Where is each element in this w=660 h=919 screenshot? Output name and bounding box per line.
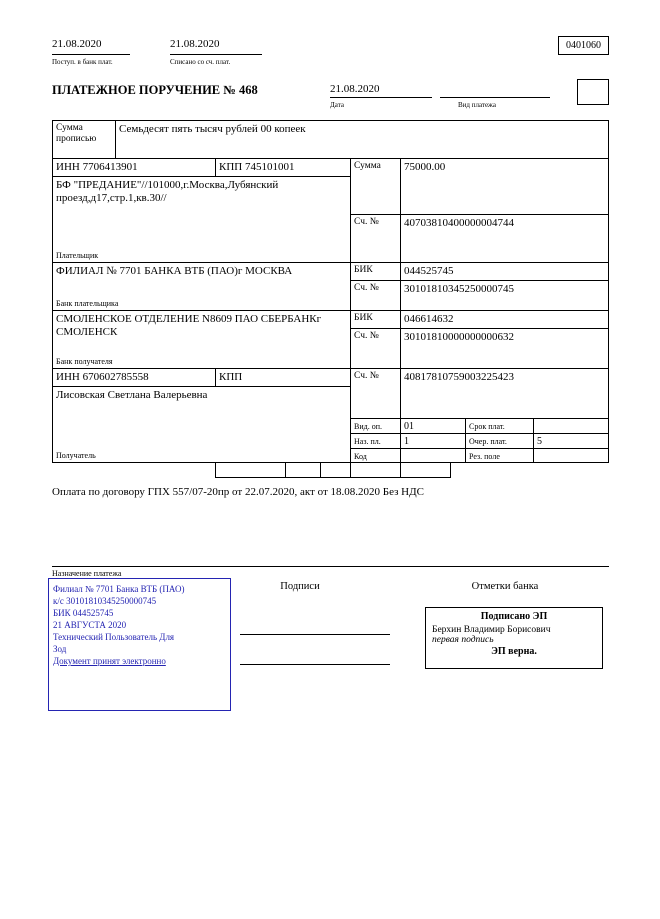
- payee-section-label: Получатель: [56, 451, 96, 460]
- received-date-underline: [52, 54, 130, 55]
- code-label-cell: Код: [350, 448, 401, 463]
- payee-account-label-cell: Сч. №: [350, 368, 401, 419]
- payer-bank-bik-value-cell: 044525745: [400, 262, 609, 281]
- payer-account-value-cell: 40703810400000004744: [400, 214, 609, 263]
- electronic-signature-box: [425, 607, 603, 669]
- payer-bank-name-cell: [52, 262, 351, 311]
- amount-in-words-label-cell: Сумма прописью: [52, 120, 116, 159]
- payer-account-label-cell: Сч. №: [350, 214, 401, 263]
- payment-kind-label: Вид платежа: [458, 101, 497, 109]
- sum-value-cell: 75000.00: [400, 158, 609, 215]
- document-date: 21.08.2020: [330, 83, 380, 95]
- payment-purpose-code-value-cell: 1: [400, 433, 466, 449]
- received-in-bank-date: 21.08.2020: [52, 38, 102, 50]
- stamp-bik: БИК 044525745: [53, 608, 114, 618]
- reserve-field-value-cell: [533, 448, 609, 463]
- payer-bank-name: ФИЛИАЛ № 7701 БАНКА ВТБ (ПАО)г МОСКВА: [56, 265, 293, 277]
- reserve-field-label-cell: Рез. поле: [465, 448, 534, 463]
- bank-marks-header: Отметки банка: [471, 581, 539, 592]
- payer-bank-section-label: Банк плательщика: [56, 299, 119, 308]
- stamp-operator-line1: Технический Пользователь Для: [53, 632, 175, 642]
- payee-account-value-cell: 40817810759003225423: [400, 368, 609, 419]
- debited-date-underline: [170, 54, 262, 55]
- payment-purpose-code-label-cell: Наз. пл.: [350, 433, 401, 449]
- payee-kpp-cell: КПП: [215, 368, 351, 387]
- payment-purpose-label: Назначение платежа: [52, 569, 122, 578]
- signatures-header: Подписи: [280, 581, 320, 592]
- esign-verified-text: ЭП верна.: [491, 646, 537, 657]
- footer-grid-cell-4: [350, 462, 401, 478]
- payee-bank-section-label: Банк получателя: [56, 357, 113, 366]
- payee-bank-account-label-cell: Сч. №: [350, 328, 401, 369]
- sum-label-cell: Сумма: [350, 158, 401, 215]
- operation-type-label-cell: Вид. оп.: [350, 418, 401, 434]
- payment-purpose-text: Оплата по договору ГПХ 557/07-20пр от 22.07.2020, акт от 18.08.2020 Без НДС: [52, 486, 424, 498]
- document-date-underline: [330, 97, 432, 98]
- stamp-operator-line2: Зод: [53, 644, 67, 654]
- payment-kind-box: [577, 79, 609, 105]
- form-code-box: 0401060: [558, 36, 609, 55]
- signature-line-2: [240, 664, 390, 665]
- payment-priority-value-cell: 5: [533, 433, 609, 449]
- stamp-date: 21 АВГУСТА 2020: [53, 620, 127, 630]
- payer-inn-cell: ИНН 7706413901: [52, 158, 216, 177]
- payment-priority-label-cell: Очер. плат.: [465, 433, 534, 449]
- payee-name: Лисовская Светлана Валерьевна: [56, 389, 208, 401]
- payee-bank-bik-value-cell: 046614632: [400, 310, 609, 329]
- payee-bank-name-cell: [52, 310, 351, 369]
- payment-purpose-underline: [52, 566, 609, 567]
- payment-term-value-cell: [533, 418, 609, 434]
- payment-kind-underline: [440, 97, 550, 98]
- esign-signer-name: Берхин Владимир Борисович: [432, 625, 551, 635]
- footer-grid-cell-2: [285, 462, 321, 478]
- payer-section-label: Плательщик: [56, 251, 99, 260]
- esign-signature-note: первая подпись: [432, 635, 494, 645]
- stamp-bank-name: Филиал № 7701 Банка ВТБ (ПАО): [53, 584, 185, 594]
- footer-grid-cell-5: [400, 462, 451, 478]
- payer-bank-account-label-cell: Сч. №: [350, 280, 401, 311]
- payee-bank-bik-label-cell: БИК: [350, 310, 401, 329]
- received-in-bank-label: Поступ. в банк плат.: [52, 58, 113, 66]
- footer-grid-cell-1: [215, 462, 286, 478]
- operation-type-value-cell: 01: [400, 418, 466, 434]
- stamp-accepted-note: Документ принят электронно: [53, 656, 166, 666]
- payer-name-cell: [52, 176, 351, 263]
- payer-kpp-cell: КПП 745101001: [215, 158, 351, 177]
- payer-bank-account-value-cell: 30101810345250000745: [400, 280, 609, 311]
- document-date-label: Дата: [330, 101, 344, 109]
- payment-term-label-cell: Срок плат.: [465, 418, 534, 434]
- amount-in-words-value-cell: Семьдесят пять тысяч рублей 00 копеек: [115, 120, 609, 159]
- code-value-cell: [400, 448, 466, 463]
- esign-title: Подписано ЭП: [480, 611, 548, 622]
- payer-bank-bik-label-cell: БИК: [350, 262, 401, 281]
- payee-name-cell: [52, 386, 351, 463]
- payee-inn-cell: ИНН 670602785558: [52, 368, 216, 387]
- bank-stamp: [48, 578, 231, 711]
- payee-bank-account-value-cell: 30101810000000000632: [400, 328, 609, 369]
- debited-from-account-label: Списано со сч. плат.: [170, 58, 231, 66]
- payee-bank-name: СМОЛЕНСКОЕ ОТДЕЛЕНИЕ N8609 ПАО СБЕРБАНКг СМОЛЕНСК: [56, 313, 322, 338]
- payer-name: БФ "ПРЕДАНИЕ"//101000,г.Москва,Лубянский проезд,д17,стр.1,кв.30//: [56, 179, 279, 204]
- stamp-corr-account: к/с 30101810345250000745: [53, 596, 157, 606]
- debited-from-account-date: 21.08.2020: [170, 38, 220, 50]
- signature-line-1: [240, 634, 390, 635]
- document-title: ПЛАТЕЖНОЕ ПОРУЧЕНИЕ № 468: [52, 83, 258, 97]
- footer-grid-cell-3: [320, 462, 351, 478]
